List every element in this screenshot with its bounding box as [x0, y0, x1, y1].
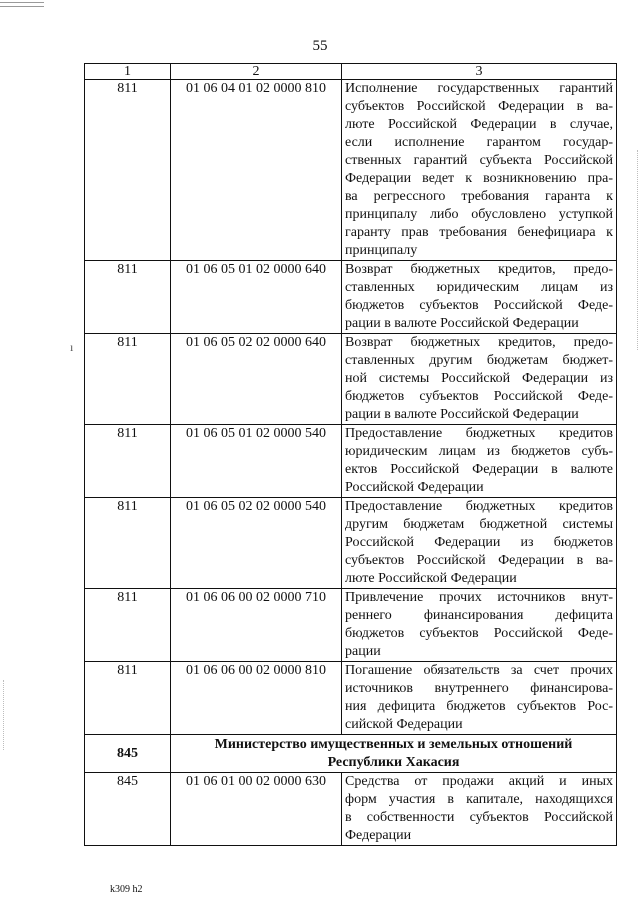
budget-code-cell: 01 06 05 02 02 0000 640	[171, 334, 342, 425]
description-line: реннего финансирования дефицита	[345, 608, 613, 623]
description-line: ния дефицита бюджетов субъектов Рос-	[345, 699, 613, 714]
table-row	[85, 498, 617, 589]
admin-code-cell: 845	[85, 773, 171, 846]
description-line: Погашение обязательств за счет прочих	[345, 663, 613, 678]
description-line: субъектов Российской Федерации в ва-	[345, 99, 613, 114]
description-cell	[342, 334, 617, 425]
description-line: в собственности субъектов Российской	[345, 810, 613, 825]
description-line: ектов Российской Федерации в валюте	[345, 462, 613, 477]
budget-code-cell: 01 06 05 01 02 0000 540	[171, 425, 342, 498]
description-line: Средства от продажи акций и иных	[345, 774, 613, 789]
description-cell	[342, 662, 617, 735]
description-line: если исполнение гарантом государ-	[345, 135, 613, 150]
description-line: рации в валюте Российской Федерации	[345, 316, 579, 331]
budget-code-cell: 01 06 05 02 02 0000 540	[171, 498, 342, 589]
description-line: источников внутреннего финансирова-	[345, 681, 613, 696]
description-line: рации	[345, 644, 381, 659]
description-line: другим бюджетам бюджетной системы	[345, 517, 613, 532]
admin-code-cell: 811	[85, 334, 171, 425]
description-cell	[342, 773, 617, 846]
column-header-3: 3	[342, 64, 617, 80]
description-cell	[342, 80, 617, 261]
scan-edge-dots-left	[3, 680, 5, 750]
budget-code-cell: 01 06 06 00 02 0000 710	[171, 589, 342, 662]
column-header-2: 2	[171, 64, 342, 80]
budget-code-cell: 01 06 05 01 02 0000 640	[171, 261, 342, 334]
admin-code-cell: 811	[85, 498, 171, 589]
budget-code-cell: 01 06 04 01 02 0000 810	[171, 80, 342, 261]
description-line: принципалу либо обусловлено уступкой	[345, 207, 613, 222]
description-line: Предоставление бюджетных кредитов	[345, 499, 613, 514]
ministry-title-line: Министерство имущественных и земельных отношений	[214, 737, 573, 752]
description-cell	[342, 498, 617, 589]
ministry-title	[171, 735, 617, 773]
table-row	[85, 425, 617, 498]
description-line: ной системы Российской Федерации из	[345, 371, 613, 386]
table-row	[85, 334, 617, 425]
table-row	[85, 662, 617, 735]
ministry-title-line: Республики Хакасия	[327, 755, 460, 770]
budget-classification-table	[84, 63, 617, 846]
ministry-section-row	[85, 735, 617, 773]
description-line: Российской Федерации из бюджетов	[345, 535, 613, 550]
description-line: бюджетов субъектов Российской Феде-	[345, 298, 613, 313]
description-line: принципалу	[345, 243, 418, 258]
description-line: люте Российской Федерации	[345, 571, 517, 586]
description-line: ственных гарантий субъекта Российской	[345, 153, 613, 168]
admin-code-cell: 811	[85, 261, 171, 334]
table-row	[85, 80, 617, 261]
table-row	[85, 261, 617, 334]
description-line: Предоставление бюджетных кредитов	[345, 426, 613, 441]
admin-code-cell: 811	[85, 80, 171, 261]
description-line: гаранту прав требования бенефициара к	[345, 225, 613, 240]
description-line: Привлечение прочих источников внут-	[345, 590, 613, 605]
description-line: бюджетов субъектов Российской Феде-	[345, 626, 613, 641]
description-line: Федерации	[345, 828, 412, 843]
description-line: Российской Федерации	[345, 480, 484, 495]
budget-code-cell: 01 06 06 00 02 0000 810	[171, 662, 342, 735]
table-header-row	[85, 64, 617, 80]
budget-code-cell: 01 06 01 00 02 0000 630	[171, 773, 342, 846]
scan-edge-dots	[636, 150, 638, 350]
scan-corner-mark	[0, 2, 44, 7]
footer-code: k309 h2	[110, 884, 143, 895]
description-line: ставленных другим бюджетам бюджет-	[345, 353, 613, 368]
description-line: рации в валюте Российской Федерации	[345, 407, 579, 422]
description-line: Возврат бюджетных кредитов, предо-	[345, 262, 613, 277]
description-line: Исполнение государственных гарантий	[345, 81, 613, 96]
description-line: люте Российской Федерации в случае,	[345, 117, 613, 132]
admin-code-cell: 811	[85, 425, 171, 498]
description-line: Возврат бюджетных кредитов, предо-	[345, 335, 613, 350]
description-line: ставленных юридическим лицам из	[345, 280, 613, 295]
description-line: юридическим лицам из бюджетов субъ-	[345, 444, 613, 459]
description-cell	[342, 589, 617, 662]
table-row	[85, 773, 617, 846]
admin-code-cell: 811	[85, 589, 171, 662]
admin-code-cell: 811	[85, 662, 171, 735]
ministry-admin-code: 845	[85, 735, 171, 773]
margin-mark: ı	[70, 340, 74, 354]
description-line: форм участия в капитале, находящихся	[345, 792, 613, 807]
description-line: субъектов Российской Федерации в ва-	[345, 553, 613, 568]
column-header-1: 1	[85, 64, 171, 80]
description-line: ва регрессного требования гаранта к	[345, 189, 613, 204]
page-number: 55	[312, 38, 328, 54]
description-cell	[342, 425, 617, 498]
description-cell	[342, 261, 617, 334]
description-line: сийской Федерации	[345, 717, 463, 732]
table-row	[85, 589, 617, 662]
description-line: Федерации ведет к возникновению пра-	[345, 171, 613, 186]
description-line: бюджетов субъектов Российской Феде-	[345, 389, 613, 404]
